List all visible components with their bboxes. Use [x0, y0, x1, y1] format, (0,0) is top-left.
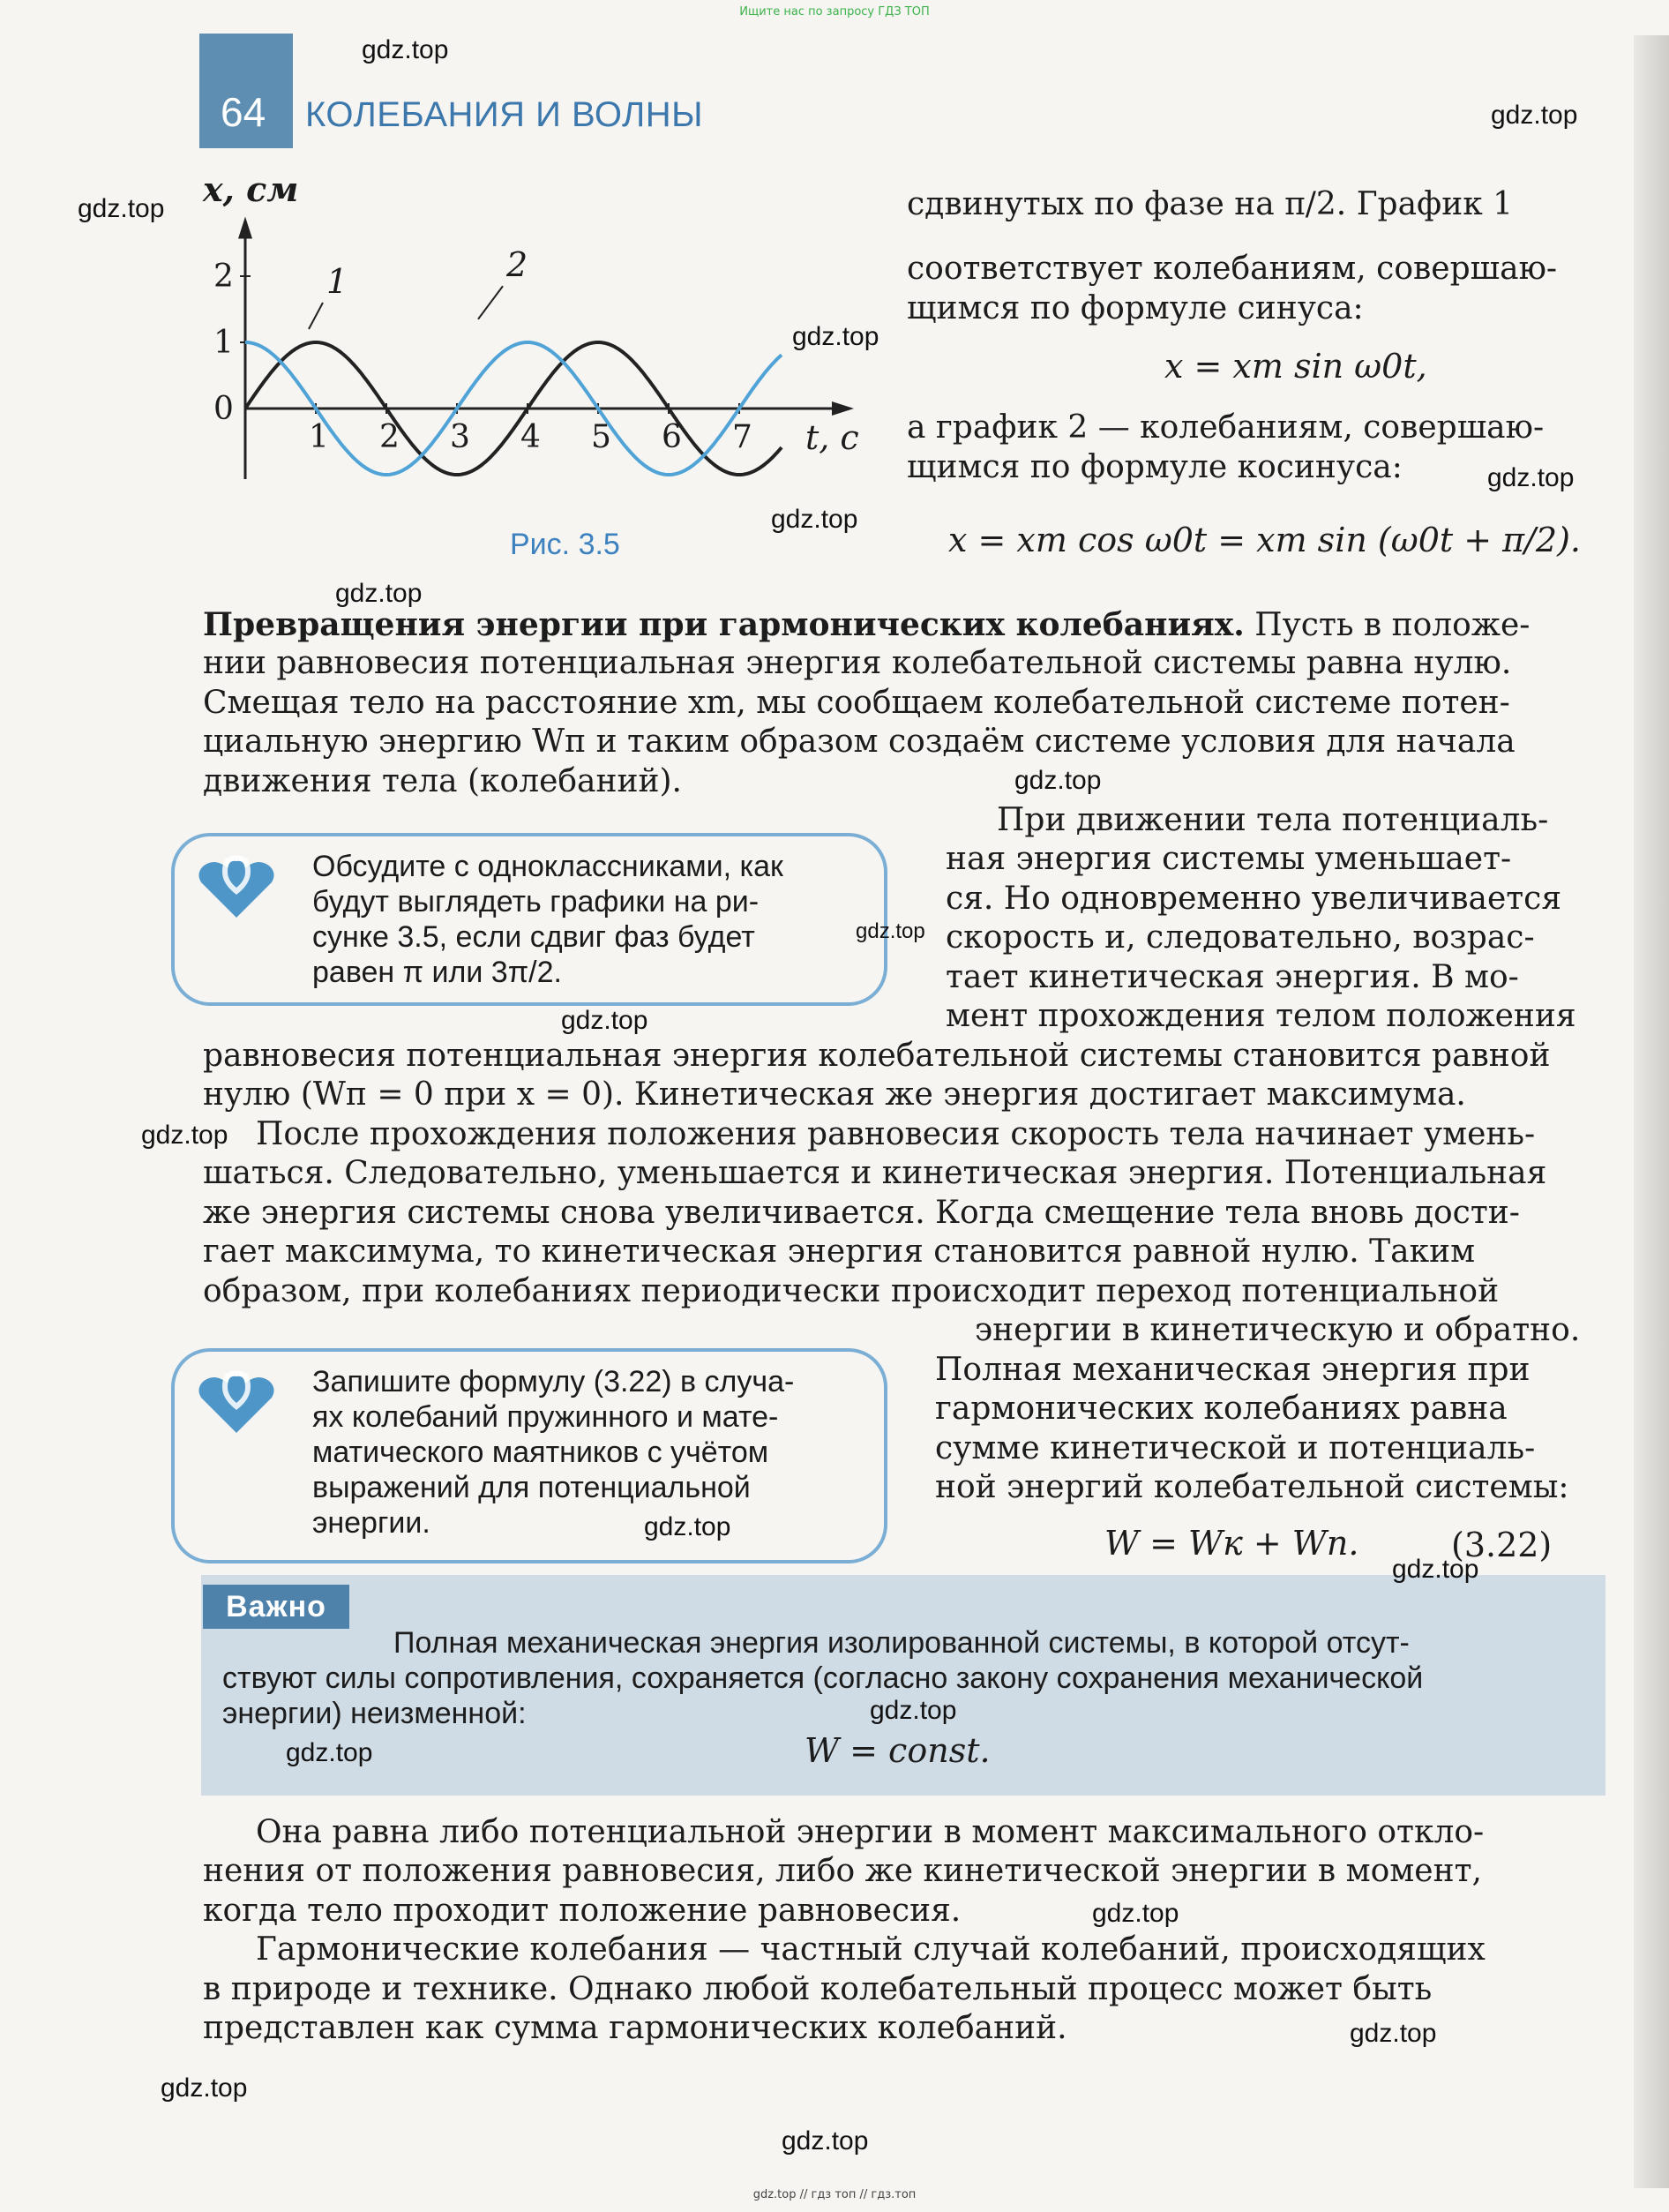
watermark: gdz.top: [870, 1696, 957, 1725]
watermark: gdz.top: [782, 2126, 869, 2156]
important-tag: Важно: [203, 1585, 349, 1629]
x-tick-label: 1: [309, 419, 329, 455]
text-line: Пусть в положе-: [1254, 607, 1531, 643]
formula-cosine: x = xm cos ω0t = xm sin (ω0t + π/2).: [948, 521, 1582, 559]
callout-line: равен π или 3π/2.: [312, 956, 562, 989]
text-line: скорость и, следовательно, возрас-: [946, 919, 1535, 956]
watermark: gdz.top: [286, 1738, 373, 1767]
text-line: После прохождения положения равновесия скорость тела начинает умень-: [256, 1116, 1536, 1152]
y-axis-arrow: [238, 217, 252, 239]
watermark: gdz.top: [561, 1006, 648, 1035]
hearts-icon: [196, 1362, 277, 1436]
callout-line: будут выглядеть графики на ри-: [312, 885, 760, 919]
x-tick-label: 6: [662, 419, 682, 455]
oscillation-chart: [194, 166, 864, 519]
text-line: нии равновесия потенциальная энергия колебательной системы равна нулю.: [203, 645, 1512, 681]
text-line: когда тело проходит положение равновесия.: [203, 1893, 962, 1929]
watermark: gdz.top: [1491, 101, 1578, 130]
watermark: gdz.top: [1350, 2019, 1437, 2048]
curve-label-1: 1: [326, 261, 348, 301]
page-edge-shadow: [1634, 35, 1669, 2188]
text-line: циальную энергию Wп и таким образом создаём системе условия для начала: [203, 724, 1516, 760]
text-line: соответствует колебаниям, совершаю-: [907, 251, 1558, 287]
formula-sine: x = xm sin ω0t,: [1164, 347, 1427, 386]
x-tick-label: 2: [379, 419, 400, 455]
text-line: ной энергий колебательной системы:: [935, 1469, 1569, 1505]
formula-energy: W = Wк + Wп.: [1104, 1524, 1359, 1563]
text-line: При движении тела потенциаль-: [997, 802, 1549, 838]
text-line: нулю (Wп = 0 при x = 0). Кинетическая же энергия достигает максимума.: [203, 1076, 1466, 1113]
x-tick-label: 7: [732, 419, 752, 455]
text-line: равновесия потенциальная энергия колебательной системы становится равной: [203, 1038, 1551, 1074]
important-line: ствуют силы сопротивления, сохраняется (согласно закону сохранения механической: [222, 1661, 1424, 1695]
y-tick-label: 0: [213, 391, 234, 427]
watermark: gdz.top: [1487, 463, 1575, 492]
watermark: gdz.top: [792, 322, 879, 351]
callout-line: Запишите формулу (3.22) в случа-: [312, 1365, 795, 1398]
chapter-title: КОЛЕБАНИЯ И ВОЛНЫ: [305, 95, 704, 134]
text-line: мент прохождения телом положения: [946, 998, 1576, 1034]
text-line: представлен как сумма гармонических колебаний.: [203, 2010, 1067, 2046]
watermark: gdz.top: [644, 1512, 731, 1541]
curve-label-2-leader: [478, 286, 503, 319]
watermark: gdz.top: [1092, 1899, 1179, 1928]
text-line: сдвинутых по фазе на π/2. График 1: [907, 186, 1514, 222]
formula-const: W = const.: [805, 1731, 991, 1770]
text-line: в природе и технике. Однако любой колебательный процесс может быть: [203, 1971, 1433, 2007]
section-line: [203, 605, 1601, 646]
callout-line: Обсудите с одноклассниками, как: [312, 850, 783, 883]
text-line: нения от положения равновесия, либо же кинетической энергии в момент,: [203, 1853, 1482, 1889]
text-line: шаться. Следовательно, уменьшается и кинетическая энергия. Потенциальная: [203, 1155, 1547, 1191]
bottom-note: gdz.top // гдз топ // гдз.топ: [752, 2188, 917, 2201]
x-axis-arrow: [832, 401, 854, 416]
watermark: gdz.top: [1392, 1555, 1479, 1584]
text-line: образом, при колебаниях периодически происходит переход потенциальной: [203, 1273, 1500, 1309]
text-line: движения тела (колебаний).: [203, 763, 682, 799]
watermark: gdz.top: [335, 579, 423, 608]
curve-label-2: 2: [506, 245, 528, 284]
watermark: gdz.top: [771, 505, 858, 534]
page-number: 64: [221, 89, 266, 135]
text-line: а график 2 — колебаниям, совершаю-: [907, 409, 1545, 446]
text-line: Гармонические колебания — частный случай колебаний, происходящих: [256, 1931, 1486, 1968]
top-note: Ищите нас по запросу ГДЗ ТОП: [739, 5, 930, 19]
formula-number: (3.22): [1451, 1526, 1553, 1564]
text-line: ся. Но одновременно увеличивается: [946, 881, 1562, 917]
figure-caption: Рис. 3.5: [510, 528, 620, 561]
text-line: Полная механическая энергия при: [935, 1352, 1531, 1388]
y-tick-label: 2: [213, 259, 234, 295]
watermark: gdz.top: [141, 1121, 228, 1150]
text-line: энергии в кинетическую и обратно.: [975, 1312, 1581, 1348]
x-tick-label: 3: [450, 419, 470, 455]
important-line: энергии) неизменной:: [222, 1697, 527, 1730]
x-tick-label: 4: [520, 419, 541, 455]
callout-line: энергии.: [312, 1506, 430, 1540]
watermark: gdz.top: [78, 194, 165, 223]
hearts-icon: [196, 847, 277, 921]
watermark: gdz.top: [362, 35, 449, 64]
callout-line: матического маятников с учётом: [312, 1436, 769, 1469]
important-line: Полная механическая энергия изолированной системы, в которой отсут-: [393, 1626, 1410, 1660]
x-axis-label: t, c: [805, 418, 859, 457]
text-line: гает максимума, то кинетическая энергия становится равной нулю. Таким: [203, 1233, 1476, 1270]
text-line: сумме кинетической и потенциаль-: [935, 1430, 1536, 1466]
watermark: gdz.top: [161, 2073, 248, 2103]
y-tick-label: 1: [213, 325, 234, 361]
text-line: щимся по формуле синуса:: [907, 290, 1364, 326]
watermark: gdz.top: [856, 919, 925, 943]
section-heading: Превращения энергии при гармонических колебаниях.: [203, 606, 1245, 643]
text-line: гармонических колебаниях равна: [935, 1391, 1508, 1427]
text-line: Смещая тело на расстояние xm, мы сообщаем колебательной системе потен-: [203, 685, 1510, 721]
y-axis-label: x, см: [203, 169, 299, 209]
callout-line: выражений для потенциальной: [312, 1471, 751, 1504]
text-line: же энергия системы снова увеличивается. Когда смещение тела вновь дости-: [203, 1195, 1520, 1231]
text-line: тает кинетическая энергия. В мо-: [946, 959, 1519, 995]
text-line: Она равна либо потенциальной энергии в момент максимального откло-: [256, 1814, 1485, 1850]
watermark: gdz.top: [1014, 766, 1102, 795]
callout-line: сунке 3.5, если сдвиг фаз будет: [312, 920, 755, 954]
text-line: щимся по формуле косинуса:: [907, 449, 1403, 485]
x-tick-label: 5: [591, 419, 611, 455]
curve-label-1-leader: [309, 303, 323, 329]
callout-line: ях колебаний пружинного и мате-: [312, 1400, 779, 1434]
text-line: ная энергия системы уменьшает-: [946, 841, 1512, 877]
